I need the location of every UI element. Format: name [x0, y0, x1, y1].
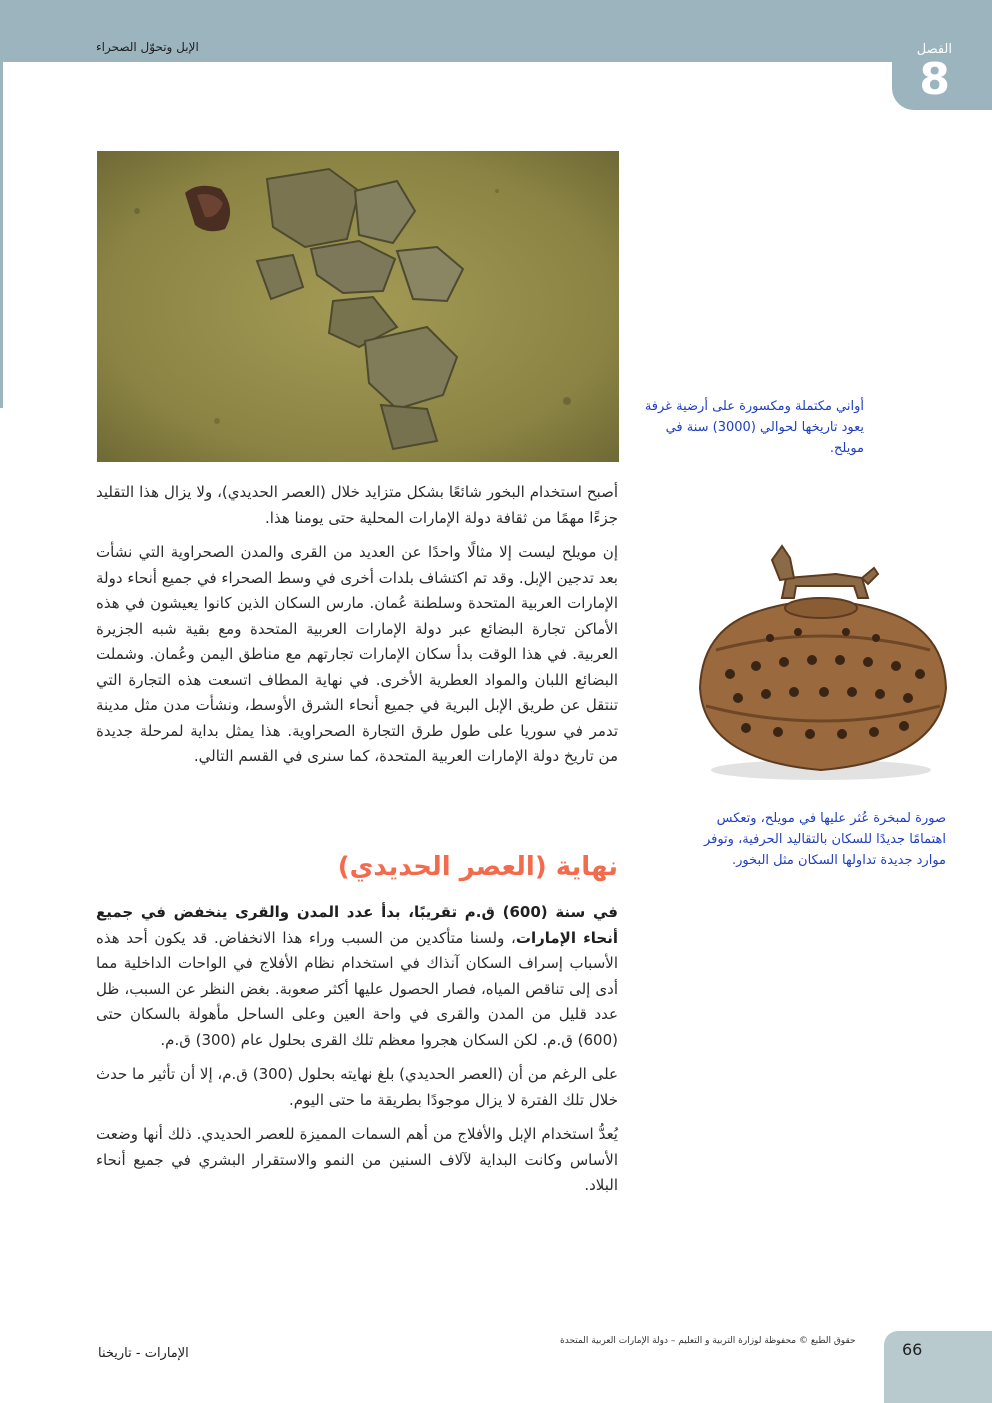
paragraph-incense: أصبح استخدام البخور شائعًا بشكل متزايد خلال (العصر الحديدي)، ولا يزال هذا التقليد جزءًا مهمًا من ثقافة دولة الإمارات المحلية حتى يومنا هذا. [96, 483, 618, 527]
chapter-number: 8 [919, 54, 950, 105]
body-section-1 [96, 480, 618, 779]
paragraph-legacy: يُعدُّ استخدام الإبل والأفلاج من أهم السمات المميزة للعصر الحديدي. ذلك أنها وضعت الأساس وكانت البداية لآلاف السنين من النمو والاستقرار البشري في جميع أنحاء البلاد. [96, 1125, 618, 1194]
footer-book-title: الإمارات - تاريخنا [98, 1346, 189, 1361]
body-section-2 [96, 900, 618, 1208]
pottery-caption: أواني مكتملة ومكسورة على أرضية غرفة يعود تاريخها لحوالي (3000) سنة في مويلح. [644, 399, 864, 456]
incense-burner-photo [686, 538, 956, 788]
pottery-fragments-image [97, 151, 619, 462]
left-margin-rule [0, 62, 3, 408]
page-number: 66 [902, 1340, 923, 1359]
paragraph-decline-rest: ، ولسنا متأكدين من السبب وراء هذا الانخفاض. قد يكون أحد هذه الأسباب إسراف السكان آنذاك في استخدام نظام الأفلاج في الواحات الداخلية مما أدى إلى تناقص المياه، فصار الحصول عليها أكثر صعوبة. بغض النظر عن السبب، ظل عدد قليل من المدن والقرى في واحة العين وعلى الساحل مأهولة بالسكان حتى (600) ق.م. لكن السكان هجروا معظم تلك القرى بحلول عام (300) ق.م. [96, 928, 618, 1049]
paragraph-decline-lead: في سنة (600) ق.م تقريبًا، بدأ عدد المدن والقرى ينخفض في جميع أنحاء الإمارات [96, 903, 618, 947]
paragraph-muwaileh: إن مويلح ليست إلا مثالًا واحدًا عن العديد من القرى والمدن الصحراوية التي نشأت بعد تدجين الإبل. وقد تم اكتشاف بلدات أخرى في وسط الصحراء في جميع أنحاء دولة الإمارات العربية المتحدة وسلطنة عُمان. مارس السكان الذين كانوا يعيشون في هذه الأماكن تجارة البضائع عبر دولة الإمارات العربية المتحدة ومع بقية شبه الجزيرة العربية. في هذا الوقت بدأ سكان الإمارات تجارتهم مع مناطق اليمن وعُمان. وشملت البضائع اللبان والمواد العطرية الأخرى. في نهاية المطاف اتسعت هذه التجارة التي تنتقل عن طريق الإبل البرية في جميع أنحاء الشرق الأوسط، ونشأت مدن مثل مدينة تدمر في سوريا على طول طرق التجارة الصحراوية. هذا يمثل بداية لمرحلة جديدة من تاريخ دولة الإمارات العربية المتحدة، كما سنرى في القسم التالي. [96, 543, 618, 765]
paragraph-decline [96, 900, 618, 1053]
chapter-label: الفصل [916, 42, 952, 57]
paragraph-iron-age-end: على الرغم من أن (العصر الحديدي) بلغ نهايته بحلول (300) ق.م، إلا أن تأثير ما حدث خلال تلك الفترة لا يزال موجودًا بطريقة ما حتى اليوم. [96, 1065, 618, 1109]
section-heading: نهاية (العصر الحديدي) [337, 852, 618, 882]
page-number-tab [884, 1331, 992, 1403]
running-title: الإبل وتحوّل الصحراء [96, 40, 199, 54]
incense-burner-image [686, 538, 956, 788]
pottery-fragments-photo [97, 151, 619, 462]
footer-copyright: حقوق الطبع © محفوظة لوزارة التربية و التعليم – دولة الإمارات العربية المتحدة [560, 1336, 856, 1346]
incense-burner-caption: صورة لمبخرة عُثر عليها في مويلح، وتعكس اهتمامًا جديدًا للسكان بالتقاليد الحرفية، وتوفر موارد جديدة تداولها السكان مثل البخور. [703, 811, 946, 868]
